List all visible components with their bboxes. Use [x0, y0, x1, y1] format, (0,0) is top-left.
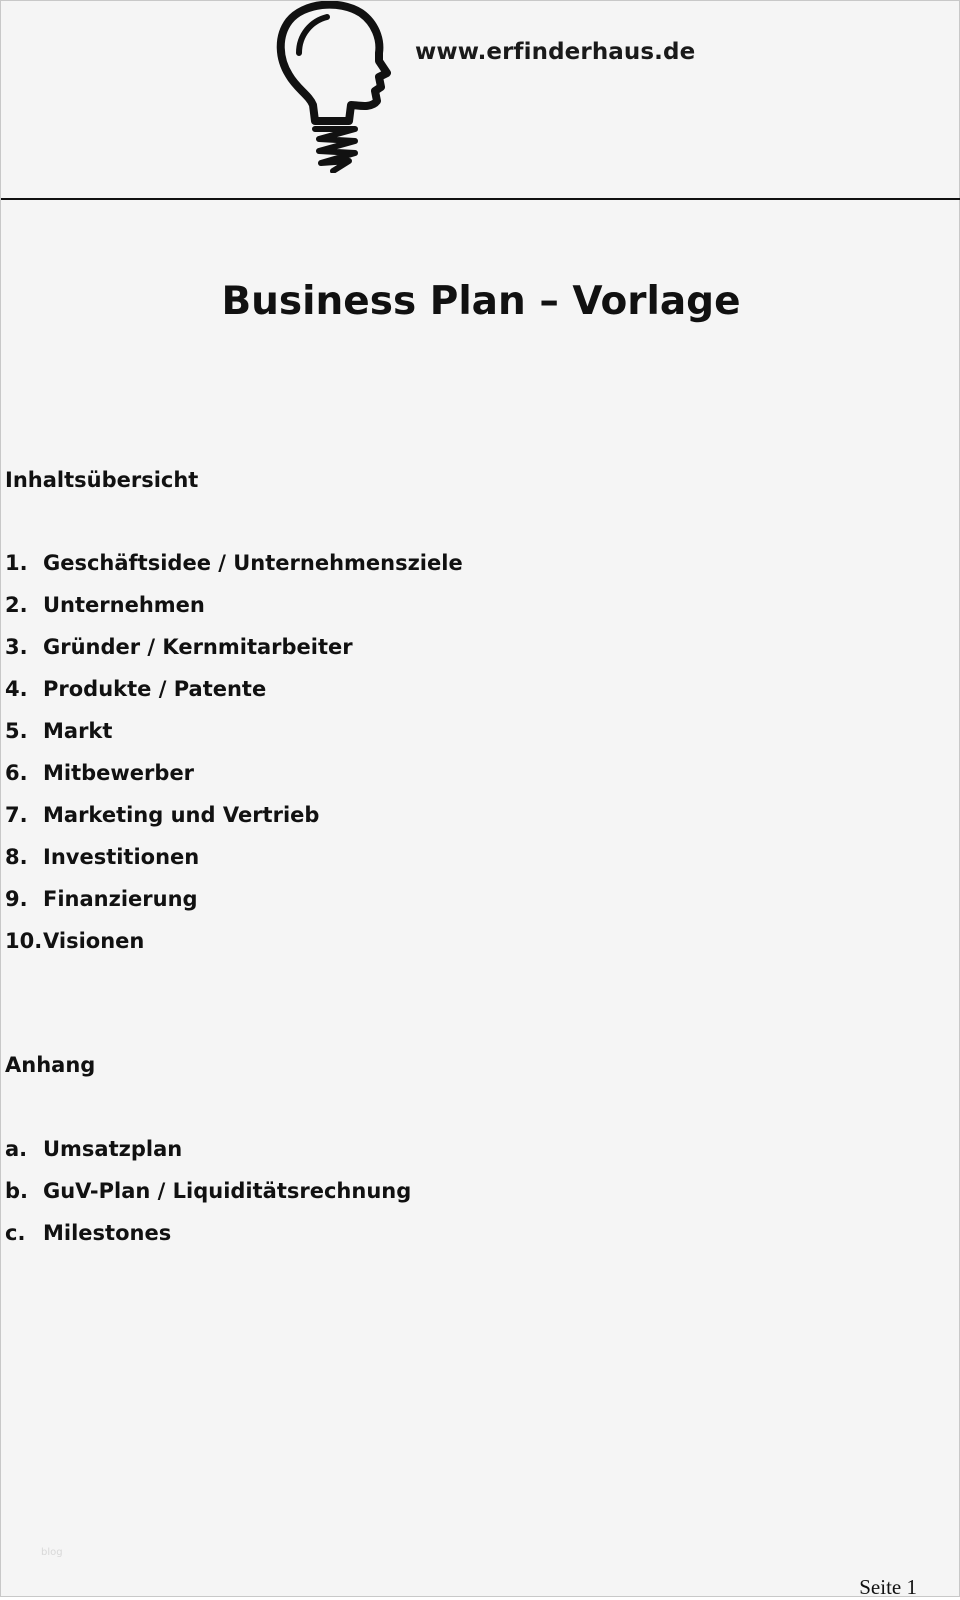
toc-item-number: 6. — [5, 761, 28, 785]
appendix-item-label: GuV-Plan / Liquiditätsrechnung — [43, 1179, 412, 1203]
site-url: www.erfinderhaus.de — [415, 39, 696, 65]
appendix-item-letter: a. — [5, 1137, 28, 1161]
toc-item-label: Marketing und Vertrieb — [43, 803, 320, 827]
toc-item-number: 4. — [5, 677, 28, 701]
toc-item — [5, 802, 463, 844]
toc-item — [5, 928, 463, 970]
toc-item-label: Visionen — [43, 929, 145, 953]
toc-item — [5, 550, 463, 592]
toc-item-number: 9. — [5, 887, 28, 911]
appendix-list — [5, 1136, 411, 1262]
appendix-item-label: Umsatzplan — [43, 1137, 183, 1161]
toc-item-label: Produkte / Patente — [43, 677, 267, 701]
toc-item — [5, 676, 463, 718]
page-number: Seite 1 — [859, 1575, 917, 1599]
toc-item — [5, 718, 463, 760]
appendix-item — [5, 1136, 411, 1178]
toc-item-label: Mitbewerber — [43, 761, 195, 785]
appendix-item-letter: c. — [5, 1221, 26, 1245]
toc-item-number: 1. — [5, 551, 28, 575]
appendix-item-letter: b. — [5, 1179, 29, 1203]
watermark: blog — [41, 1547, 63, 1558]
toc-item — [5, 844, 463, 886]
toc-item-label: Geschäftsidee / Unternehmensziele — [43, 551, 463, 575]
appendix-heading: Anhang — [5, 1053, 96, 1077]
toc-item-number: 3. — [5, 635, 28, 659]
appendix-item — [5, 1220, 411, 1262]
toc-item-label: Investitionen — [43, 845, 200, 869]
toc-item-number: 8. — [5, 845, 28, 869]
toc-item-label: Gründer / Kernmitarbeiter — [43, 635, 353, 659]
document-title: Business Plan – Vorlage — [221, 279, 741, 324]
appendix-item — [5, 1178, 411, 1220]
lightbulb-head-icon — [275, 1, 395, 173]
toc-item-label: Markt — [43, 719, 113, 743]
toc-item-label: Unternehmen — [43, 593, 205, 617]
toc-heading: Inhaltsübersicht — [5, 468, 199, 492]
toc-item — [5, 760, 463, 802]
toc-item — [5, 592, 463, 634]
toc-item-number: 2. — [5, 593, 28, 617]
toc-item-number: 7. — [5, 803, 28, 827]
toc-list — [5, 550, 463, 970]
toc-item-number: 5. — [5, 719, 28, 743]
appendix-item-label: Milestones — [43, 1221, 172, 1245]
header-divider — [1, 198, 960, 200]
toc-item-number: 10. — [5, 929, 43, 953]
toc-item — [5, 886, 463, 928]
toc-item — [5, 634, 463, 676]
toc-item-label: Finanzierung — [43, 887, 198, 911]
